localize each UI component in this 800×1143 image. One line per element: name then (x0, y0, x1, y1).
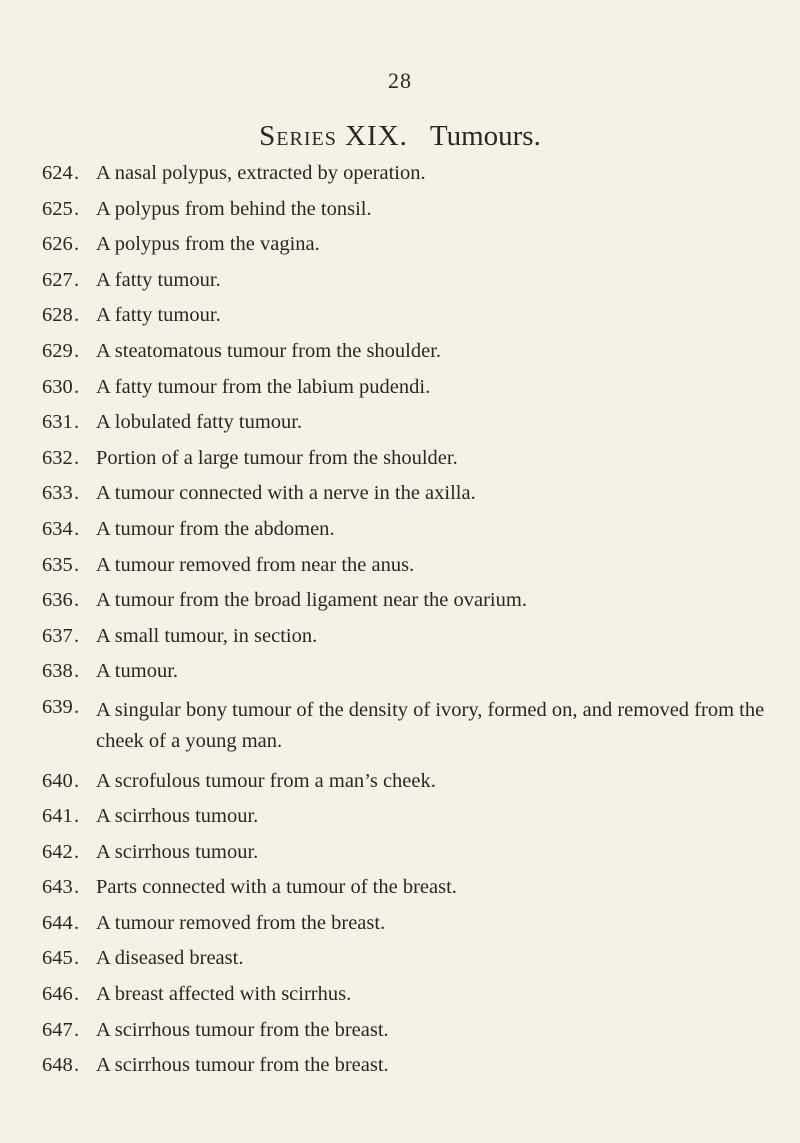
catalogue-entry: 630 . A fatty tumour from the labium pudendi. (42, 375, 792, 399)
entry-number: 633 (42, 482, 73, 505)
entry-number: 642 (42, 840, 73, 863)
entry-number: 636 (42, 589, 73, 612)
entry-text: Portion of a large tumour from the shoulder. (96, 446, 458, 469)
entry-number: 632 (42, 446, 73, 469)
entry-text: A small tumour, in section. (96, 624, 318, 647)
entry-number: 630 (42, 375, 73, 398)
catalogue-entry: 636 . A tumour from the broad ligament near the ovarium. (42, 588, 792, 612)
series-label: Series XIX. (259, 120, 408, 152)
entry-text: A breast affected with scirrhus. (96, 983, 352, 1006)
entry-number: 645 (42, 947, 73, 970)
entry-text: A tumour connected with a nerve in the axilla. (96, 482, 476, 505)
entry-text: A steatomatous tumour from the shoulder. (96, 339, 442, 362)
entry-number: 639 (42, 695, 73, 718)
entry-text: A scirrhous tumour from the breast. (96, 1054, 389, 1077)
entry-text: A tumour from the broad ligament near the ovarium. (96, 589, 527, 612)
catalogue-entry: 624 . A nasal polypus, extracted by operation. (42, 161, 792, 185)
entry-number: 635 (42, 553, 73, 576)
entry-text: A fatty tumour. (96, 304, 221, 327)
entry-text: A polypus from behind the tonsil. (96, 197, 372, 220)
entry-text: A tumour. (96, 660, 179, 683)
catalogue-entry: 637 . A small tumour, in section. (42, 624, 792, 648)
section-title: Tumours. (429, 120, 541, 152)
catalogue-entry: 638 . A tumour. (42, 659, 792, 683)
catalogue-entry: 639 . A singular bony tumour of the density of ivory, formed on, and removed from the cheek of a young man. (42, 695, 792, 757)
catalogue-entry: 641 . A scirrhous tumour. (42, 804, 792, 828)
entry-text: A singular bony tumour of the density of ivory, formed on, and removed from the cheek of a young man. (96, 698, 765, 752)
entry-text: A scirrhous tumour. (96, 840, 259, 863)
page-number: 28 (388, 68, 412, 93)
catalogue-entry: 642 . A scirrhous tumour. (42, 840, 792, 864)
entry-number: 629 (42, 339, 73, 362)
entry-text: A diseased breast. (96, 947, 244, 970)
entry-number: 637 (42, 624, 73, 647)
entry-number: 626 (42, 233, 73, 256)
catalogue-list (42, 161, 792, 1089)
entry-number: 643 (42, 876, 73, 899)
catalogue-entry: 644 . A tumour removed from the breast. (42, 911, 792, 935)
entry-text: A tumour removed from near the anus. (96, 553, 415, 576)
entry-text: A fatty tumour from the labium pudendi. (96, 375, 431, 398)
catalogue-entry: 627 . A fatty tumour. (42, 268, 792, 292)
entry-number: 638 (42, 660, 73, 683)
catalogue-entry: 629 . A steatomatous tumour from the shoulder. (42, 339, 792, 363)
entry-number: 631 (42, 411, 73, 434)
catalogue-entry: 640 . A scrofulous tumour from a man’s cheek. (42, 769, 792, 793)
catalogue-entry: 632 . Portion of a large tumour from the shoulder. (42, 446, 792, 470)
entry-number: 640 (42, 769, 73, 792)
entry-text: A scrofulous tumour from a man’s cheek. (96, 769, 436, 792)
entry-number: 634 (42, 517, 73, 540)
catalogue-entry: 633 . A tumour connected with a nerve in the axilla. (42, 481, 792, 505)
catalogue-entry: 628 . A fatty tumour. (42, 303, 792, 327)
entry-number: 627 (42, 268, 73, 291)
entry-number: 644 (42, 911, 73, 934)
entry-number: 646 (42, 983, 73, 1006)
entry-text: A tumour from the abdomen. (96, 517, 335, 540)
entry-text: A scirrhous tumour from the breast. (96, 1018, 389, 1041)
catalogue-entry: 646 . A breast affected with scirrhus. (42, 982, 792, 1006)
catalogue-entry: 625 . A polypus from behind the tonsil. (42, 197, 792, 221)
entry-text: A tumour removed from the breast. (96, 911, 386, 934)
catalogue-entry: 634 . A tumour from the abdomen. (42, 517, 792, 541)
catalogue-entry: 648 . A scirrhous tumour from the breast. (42, 1053, 792, 1077)
entry-text: A nasal polypus, extracted by operation. (96, 162, 426, 184)
catalogue-entry: 635 . A tumour removed from near the anus. (42, 553, 792, 577)
entry-text: A polypus from the vagina. (96, 233, 320, 256)
catalogue-entry: 647 . A scirrhous tumour from the breast. (42, 1018, 792, 1042)
entry-number: 641 (42, 805, 73, 828)
catalogue-entry: 643 . Parts connected with a tumour of the breast. (42, 875, 792, 899)
entry-number: 647 (42, 1018, 73, 1041)
catalogue-entry: 631 . A lobulated fatty tumour. (42, 410, 792, 434)
entry-text: Parts connected with a tumour of the breast. (96, 876, 457, 899)
entry-number: 648 (42, 1054, 73, 1077)
entry-number: 628 (42, 304, 73, 327)
entry-text: A lobulated fatty tumour. (96, 411, 303, 434)
entry-number: 624 (42, 162, 73, 184)
catalogue-entry: 645 . A diseased breast. (42, 946, 792, 970)
catalogue-entry: 626 . A polypus from the vagina. (42, 232, 792, 256)
entry-text: A scirrhous tumour. (96, 805, 259, 828)
entry-text: A fatty tumour. (96, 268, 221, 291)
section-heading (0, 120, 800, 153)
entry-number: 625 (42, 197, 73, 220)
